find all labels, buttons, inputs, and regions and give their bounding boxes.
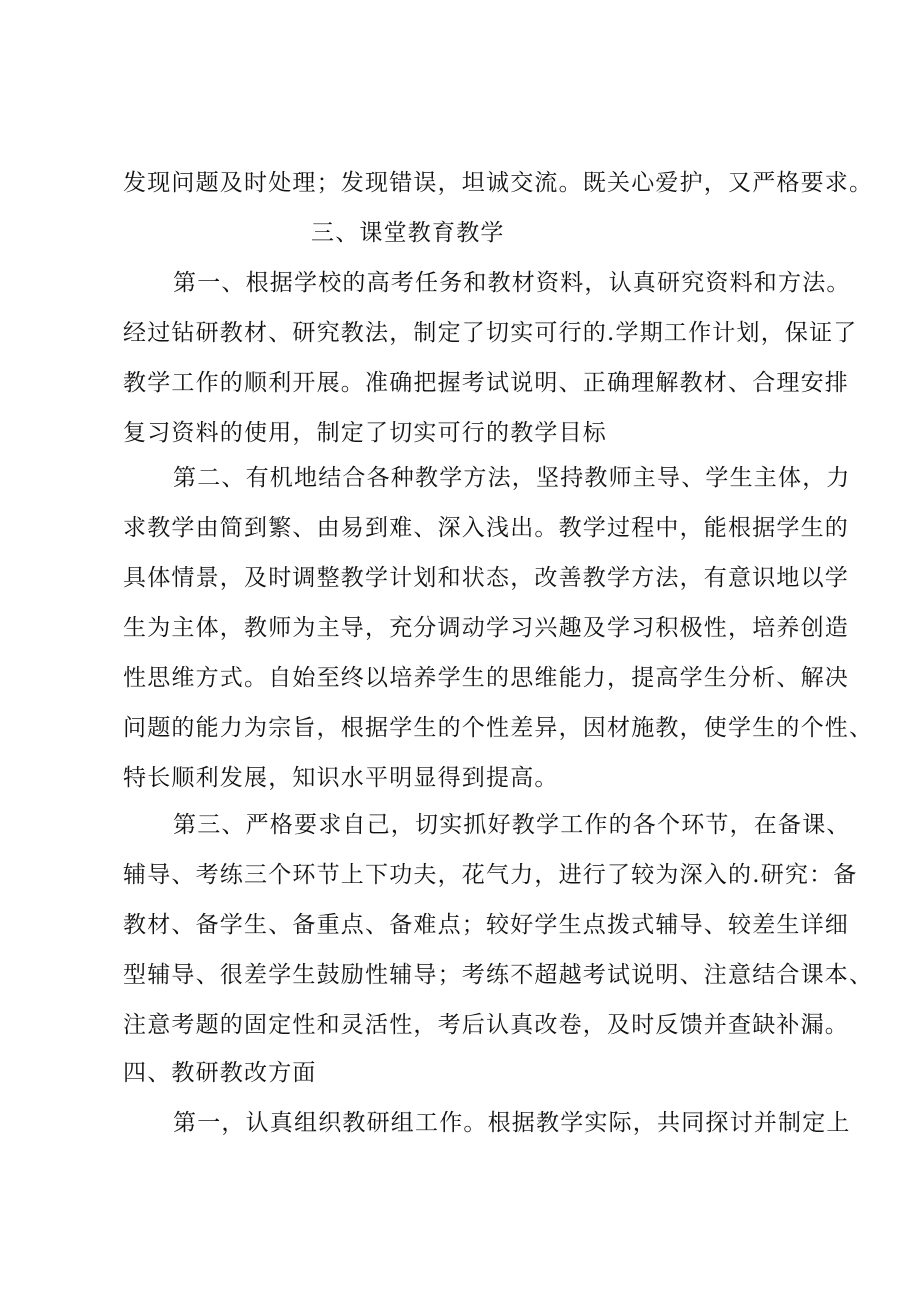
section-heading-classroom-teaching: 三、课堂教育教学 — [311, 220, 505, 246]
paragraph-line: 发现问题及时处理；发现错误，坦诚交流。既关心爱护，又严格要求。 — [123, 170, 874, 196]
paragraph-line: 第一，认真组织教研组工作。根据教学实际，共同探讨并制定上 — [173, 1110, 851, 1136]
paragraph-line: 复习资料的使用，制定了切实可行的教学目标 — [123, 420, 607, 446]
paragraph-line: 教学工作的顺利开展。准确把握考试说明、正确理解教材、合理安排 — [123, 370, 849, 396]
paragraph-line: 性思维方式。自始至终以培养学生的思维能力，提高学生分析、解决 — [123, 665, 849, 691]
paragraph-line: 注意考题的固定性和灵活性，考后认真改卷，及时反馈并查缺补漏。 — [123, 1012, 849, 1038]
section-heading-teaching-research: 四、教研教改方面 — [123, 1060, 317, 1086]
paragraph-line: 经过钻研教材、研究教法，制定了切实可行的.学期工作计划，保证了 — [123, 320, 858, 346]
paragraph-line: 辅导、考练三个环节上下功夫，花气力，进行了较为深入的.研究：备 — [123, 862, 858, 888]
paragraph-line: 型辅导、很差学生鼓励性辅导；考练不超越考试说明、注意结合课本、 — [123, 962, 874, 988]
paragraph-line: 第一、根据学校的高考任务和教材资料，认真研究资料和方法。 — [173, 270, 851, 296]
paragraph-line: 第二、有机地结合各种教学方法，坚持教师主导、学生主体，力 — [173, 465, 851, 491]
paragraph-line: 教材、备学生、备重点、备难点；较好学生点拨式辅导、较差生详细 — [123, 912, 849, 938]
paragraph-line: 求教学由简到繁、由易到难、深入浅出。教学过程中，能根据学生的 — [123, 515, 849, 541]
paragraph-line: 问题的能力为宗旨，根据学生的个性差异，因材施教，使学生的个性、 — [123, 715, 874, 741]
paragraph-line: 具体情景，及时调整教学计划和状态，改善教学方法，有意识地以学 — [123, 565, 849, 591]
paragraph-line: 特长顺利发展，知识水平明显得到提高。 — [123, 765, 559, 791]
paragraph-line: 生为主体，教师为主导，充分调动学习兴趣及学习积极性，培养创造 — [123, 615, 849, 641]
paragraph-line: 第三、严格要求自己，切实抓好教学工作的各个环节，在备课、 — [173, 812, 851, 838]
